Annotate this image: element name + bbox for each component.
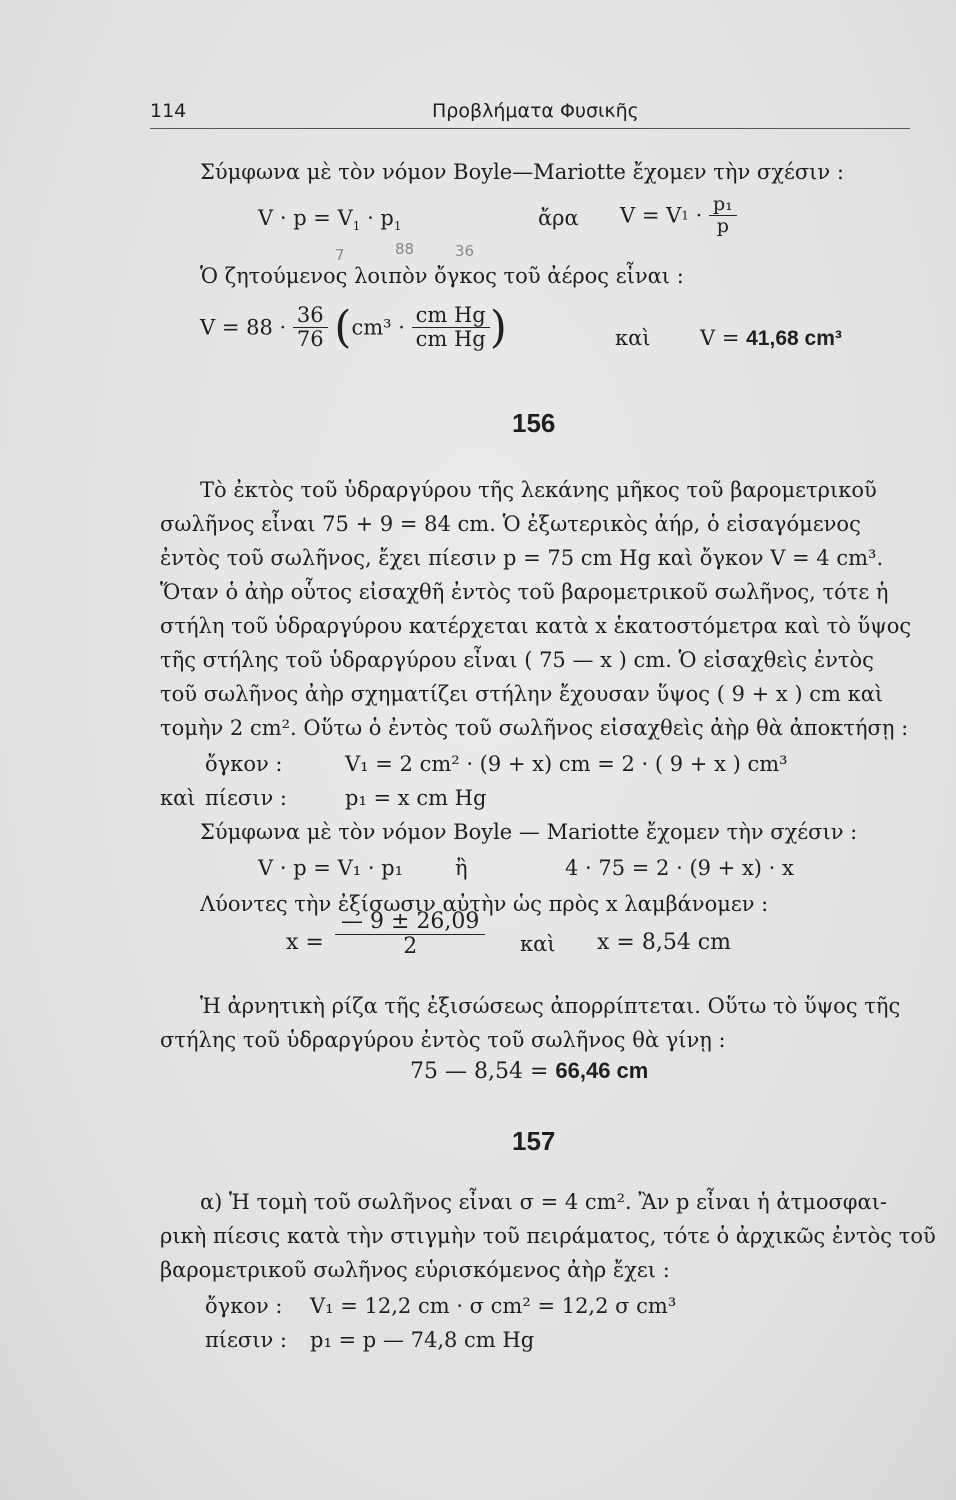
page-number: 114 [150, 100, 187, 122]
p156-line-6: τῆς στήλης τοῦ ὑδραργύρου εἶναι ( 75 — x ) cm. Ὁ εἰσαχθεὶς ἐντὸς [160, 648, 874, 672]
eq2-result [700, 326, 842, 351]
eq1-dot: · [688, 203, 703, 228]
p156-line-8: τομὴν 2 cm². Οὕτω ὁ ἐντὸς τοῦ σωλῆνος εἰσαχθεὶς ἀὴρ θὰ ἀποκτήσῃ : [160, 716, 909, 740]
p157-pres-eq: p₁ = p — 74,8 cm Hg [310, 1328, 535, 1352]
p156-x-frac [335, 910, 485, 959]
p156-x-kai: καὶ [520, 932, 556, 956]
eq1-left: V · p = V [258, 206, 353, 230]
pencil-mark-b: 88 [395, 240, 415, 258]
pencil-mark-a: 7 [335, 246, 345, 264]
eq2-f1-num: 36 [293, 304, 328, 328]
p156-reject-1: Ἡ ἀρνητικὴ ρίζα τῆς ἐξισώσεως ἀπορρίπτεται. Οὕτω τὸ ὕψος τῆς [200, 994, 901, 1018]
p156-line-2: σωλῆνος εἶναι 75 + 9 = 84 cm. Ὁ ἐξωτερικὸς ἀήρ, ὁ εἰσαγόμενος [160, 512, 861, 536]
eq1-mid: · p [360, 206, 394, 230]
p156-final-val: 66,46 cm [555, 1058, 649, 1083]
eq2-f2-num: cm Hg [412, 304, 490, 328]
p156-law: Σύμφωνα μὲ τὸν νόμον Boyle — Mariotte ἔχομεν τὴν σχέσιν : [200, 820, 858, 844]
eq1-right: V = V [620, 203, 682, 228]
p156-line-1: Τὸ ἐκτὸς τοῦ ὑδραργύρου τῆς λεκάνης μῆκος τοῦ βαρομετρικοῦ [200, 478, 877, 502]
p157-line-3: βαρομετρικοῦ σωλῆνος εὑρισκόμενος ἀὴρ ἔχει : [160, 1258, 670, 1282]
eq2-fraction-1 [293, 304, 328, 351]
eq1-ara: ἄρα [538, 206, 579, 230]
eq1-frac-num: p₁ [709, 194, 737, 216]
p156-final-lhs: 75 — 8,54 = [410, 1059, 556, 1084]
eq2-lhs: V = 88 · [200, 315, 287, 340]
close-paren: ) [489, 302, 507, 353]
p156-vol-eq: V₁ = 2 cm² · (9 + x) cm = 2 · ( 9 + x ) cm³ [345, 752, 788, 776]
running-title: Προβλήματα Φυσικῆς [432, 100, 639, 122]
eq1-fraction [709, 194, 737, 237]
p156-x-res: x = 8,54 cm [597, 930, 731, 955]
p156-x-num: — 9 ± 26,09 [335, 910, 485, 935]
p156-line-3: ἐντὸς τοῦ σωλῆνος, ἔχει πίεσιν p = 75 cm Hg καὶ ὄγκον V = 4 cm³. [160, 546, 884, 570]
eq2-kai: καὶ [615, 326, 651, 350]
p156-x-den: 2 [403, 934, 418, 960]
p156-final [410, 1058, 648, 1084]
p157-pres-label: πίεσιν : [205, 1328, 288, 1352]
boyle-intro: Σύμφωνα μὲ τὸν νόμον Boyle—Mariotte ἔχομεν τὴν σχέσιν : [200, 160, 844, 184]
p156-solve: Λύοντες τὴν ἐξίσωσιν αὐτὴν ὡς πρὸς x λαμβάνομεν : [200, 892, 769, 916]
p156-kai: καὶ [160, 786, 196, 810]
eq2-res-lhs: V = [700, 326, 747, 350]
pencil-mark-c: 36 [455, 242, 475, 260]
p156-line-4: Ὅταν ὁ ἀὴρ οὗτος εἰσαχθῆ ἐντὸς τοῦ βαρομετρικοῦ σωλῆνος, τότε ἡ [160, 580, 889, 604]
p157-vol-eq: V₁ = 12,2 cm · σ cm² = 12,2 σ cm³ [310, 1294, 677, 1318]
eq-volume-calc [200, 302, 507, 353]
p156-reject-2: στήλης τοῦ ὑδραργύρου ἐντὸς τοῦ σωλῆνος θὰ γίνῃ : [160, 1028, 726, 1052]
problem-number-157: 157 [512, 1126, 556, 1156]
eq2-fraction-2 [412, 304, 490, 351]
eq2-f1-den: 76 [296, 327, 324, 351]
p156-pres-label: πίεσιν : [205, 786, 288, 810]
eq-boyle-1-solved: V = V1 · $\frac{\text{p₁}}{p}$ [620, 194, 737, 237]
p156-x-fraction [335, 910, 485, 959]
p156-eq-a: V · p = V₁ · p₁ [258, 856, 404, 880]
p156-x-lhs: x = [286, 930, 324, 955]
p156-eq-b: 4 · 75 = 2 · (9 + x) · x [565, 856, 794, 880]
p156-line-7: τοῦ σωλῆνος ἀὴρ σχηματίζει στήλην ἔχουσαν ὕψος ( 9 + x ) cm καὶ [160, 682, 884, 706]
p156-eq-h: ἢ [455, 856, 468, 880]
eq1-frac-den: p [716, 214, 729, 237]
open-paren: ( [334, 302, 352, 353]
sought-volume-text: Ὁ ζητούμενος λοιπὸν ὄγκος τοῦ ἀέρος εἶναι : [200, 264, 684, 288]
eq-boyle-1: $V \cdot p = V_1 \cdot p_1$ [258, 206, 402, 234]
eq2-cm3: cm³ · [351, 315, 405, 340]
p157-line-2: ρικὴ πίεσις κατὰ τὴν στιγμὴν τοῦ πειράματος, τότε ὁ ἀρχικῶς ἐντὸς τοῦ [160, 1224, 936, 1248]
header-rule [150, 128, 910, 129]
problem-number-156: 156 [512, 408, 556, 438]
p156-line-5: στήλη τοῦ ὑδραργύρου κατέρχεται κατὰ x ἑκατοστόμετρα καὶ τὸ ὕψος [160, 614, 912, 638]
p157-vol-label: ὄγκον : [205, 1294, 283, 1318]
p156-pres-eq: p₁ = x cm Hg [345, 786, 487, 810]
eq2-res-val: 41,68 cm³ [746, 327, 842, 350]
p156-vol-label: ὄγκον : [205, 752, 283, 776]
eq2-f2-den: cm Hg [415, 327, 486, 351]
p157-line-1: α) Ἡ τομὴ τοῦ σωλῆνος εἶναι σ = 4 cm². Ἂν p εἶναι ἡ ἀτμοσφαι- [200, 1190, 888, 1214]
